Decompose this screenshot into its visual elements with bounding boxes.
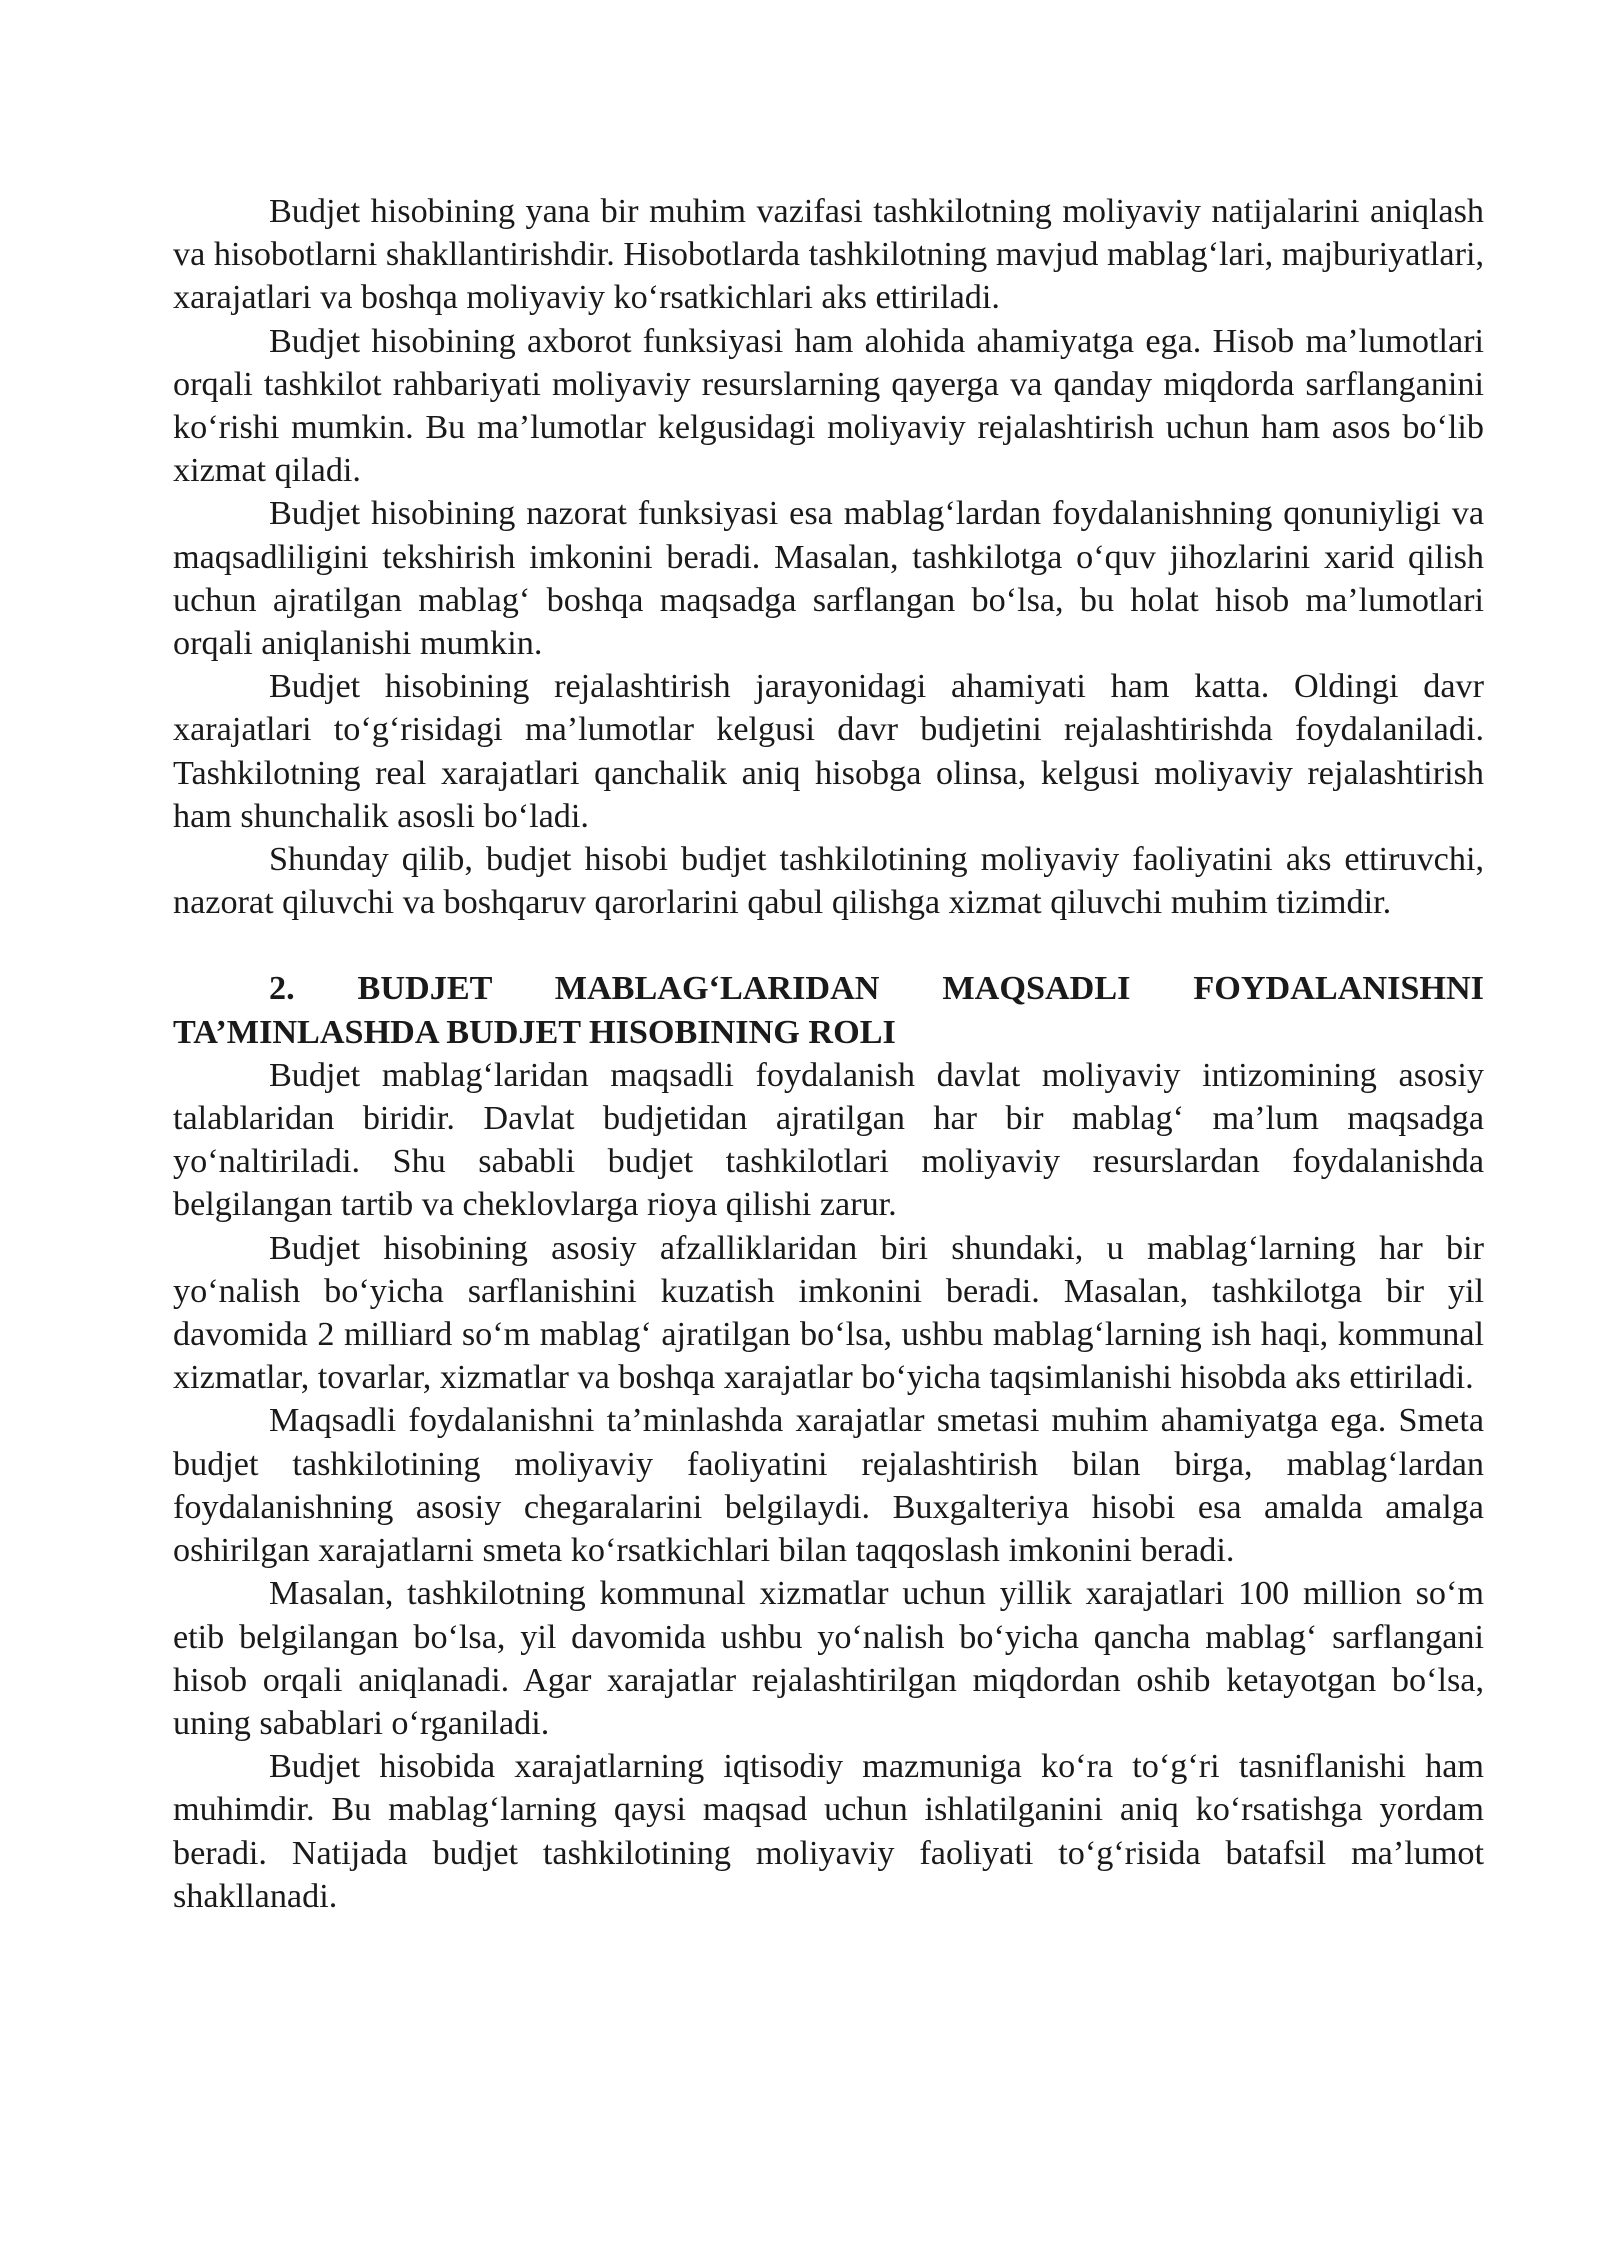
paragraph: Budjet hisobining axborot funksiyasi ham alohida ahamiyatga ega. Hisob ma’lumotlari orqali tashkilot rahbariyati moliyaviy resurslarning qayerga va qanday miqdorda sarflanganini ko‘rishi mumkin. Bu ma’lumotlar kelgusidagi moliyaviy rejalashtirish uchun ham asos bo‘lib xizmat qiladi.	[173, 322, 1484, 490]
paragraph: Masalan, tashkilotning kommunal xizmatlar uchun yillik xarajatlari 100 million so‘m etib belgilangan bo‘lsa, yil davomida ushbu yo‘nalish bo‘yicha qancha mablag‘ sarflangani hisob orqali aniqlanadi. Agar xarajatlar rejalashtirilgan miqdordan oshib ketayotgan bo‘lsa, uning sabablari o‘rganiladi.	[173, 1575, 1484, 1742]
document-page	[173, 190, 1484, 1918]
paragraph: Budjet hisobining asosiy afzalliklaridan biri shundaki, u mablag‘larning har bir yo‘nalish bo‘yicha sarflanishini kuzatish imkonini beradi. Masalan, tashkilotga bir yil davomida 2 milliard so‘m mablag‘ ajratilgan bo‘lsa, ushbu mablag‘larning ish haqi, kommunal xizmatlar, tovarlar, xizmatlar va boshqa xarajatlar bo‘yicha taqsimlanishi hisobda aks ettiriladi.	[173, 1229, 1484, 1397]
paragraph: Shunday qilib, budjet hisobi budjet tashkilotining moliyaviy faoliyatini aks ettiruvchi, nazorat qiluvchi va boshqaruv qarorlarini qabul qilishga xizmat qiluvchi muhim tizimdir.	[173, 841, 1484, 922]
paragraph: Budjet hisobida xarajatlarning iqtisodiy mazmuniga ko‘ra to‘g‘ri tasniflanishi ham muhimdir. Bu mablag‘larning qaysi maqsad uchun ishlatilganini aniq ko‘rsatishga yordam beradi. Natijada budjet tashkilotining moliyaviy faoliyati to‘g‘risida batafsil ma’lumot shakllanadi.	[173, 1748, 1484, 1915]
paragraph: Budjet hisobining rejalashtirish jarayonidagi ahamiyati ham katta. Oldingi davr xarajatlari to‘g‘risidagi ma’lumotlar kelgusi davr budjetini rejalashtirishda foydalaniladi. Tashkilotning real xarajatlari qanchalik aniq hisobga olinsa, kelgusi moliyaviy rejalashtirish ham shunchalik asosli bo‘ladi.	[173, 668, 1484, 835]
paragraph: Budjet mablag‘laridan maqsadli foydalanish davlat moliyaviy intizomining asosiy talablaridan biridir. Davlat budjetidan ajratilgan har bir mablag‘ ma’lum maqsadga yo‘naltiriladi. Shu sababli budjet tashkilotlari moliyaviy resurslardan foydalanishda belgilangan tartib va cheklovlarga rioya qilishi zarur.	[173, 1056, 1484, 1224]
paragraph: Budjet hisobining yana bir muhim vazifasi tashkilotning moliyaviy natijalarini aniqlash va hisobotlarni shakllantirishdir. Hisobotlarda tashkilotning mavjud mablag‘lari, majburiyatlari, xarajatlari va boshqa moliyaviy ko‘rsatkichlari aks ettiriladi.	[173, 193, 1484, 317]
paragraph: Maqsadli foydalanishni ta’minlashda xarajatlar smetasi muhim ahamiyatga ega. Smeta budjet tashkilotining moliyaviy faoliyatini rejalashtirish bilan birga, mablag‘lardan foydalanishning asosiy chegaralarini belgilaydi. Buxgalteriya hisobi esa amalda amalga oshirilgan xarajatlarni smeta ko‘rsatkichlari bilan taqqoslash imkonini beradi.	[173, 1402, 1484, 1570]
paragraph: Budjet hisobining nazorat funksiyasi esa mablag‘lardan foydalanishning qonuniyligi va maqsadliligini tekshirish imkonini beradi. Masalan, tashkilotga o‘quv jihozlarini xarid qilish uchun ajratilgan mablag‘ boshqa maqsadga sarflangan bo‘lsa, bu holat hisob ma’lumotlari orqali aniqlanishi mumkin.	[173, 495, 1484, 663]
section-heading: 2. BUDJET MABLAG‘LARIDAN MAQSADLI FOYDALANISHNI TA’MINLASHDA BUDJET HISOBINING ROLI	[173, 970, 1484, 1051]
